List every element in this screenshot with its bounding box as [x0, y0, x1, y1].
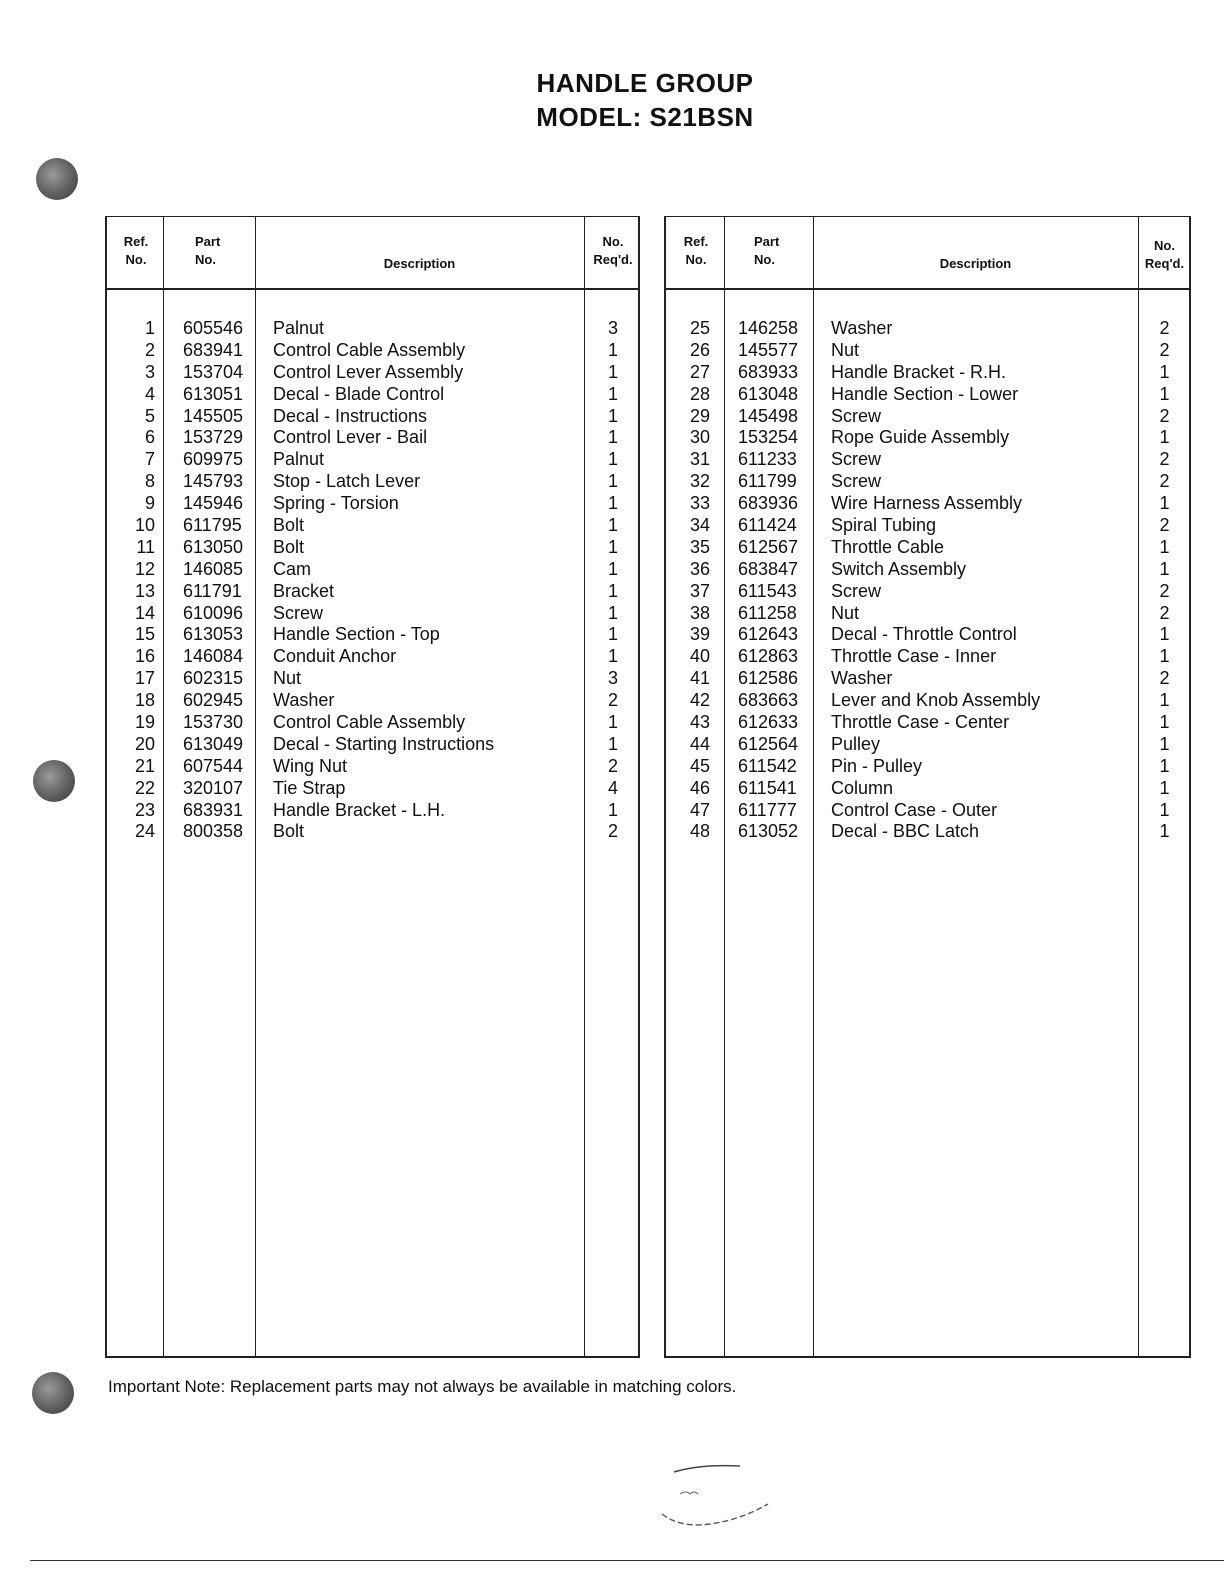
punch-hole-bottom — [32, 1372, 74, 1414]
part-no-cell: 602315 — [183, 668, 244, 689]
part-no-cell: 145505 — [183, 405, 244, 426]
description-cell: Throttle Case - Center — [831, 712, 1010, 733]
table-row — [107, 536, 638, 558]
header-description: Description — [939, 256, 1012, 271]
description-cell: Bolt — [273, 821, 305, 842]
part-no-cell: 153729 — [183, 427, 244, 448]
table-row — [666, 448, 1189, 470]
table-row — [107, 339, 638, 361]
description-cell: Pulley — [831, 733, 881, 754]
description-cell: Palnut — [273, 449, 325, 470]
part-no-cell: 146085 — [183, 558, 244, 579]
part-no-cell: 611543 — [738, 580, 797, 601]
qty-cell: 1 — [607, 493, 618, 514]
ref-no-cell: 44 — [689, 733, 710, 754]
description-cell: Screw — [831, 580, 882, 601]
ref-no-cell: 30 — [689, 427, 710, 448]
header-ref-no: Ref. No. — [123, 234, 149, 267]
part-no-cell: 609975 — [183, 449, 244, 470]
description-cell: Screw — [831, 405, 882, 426]
qty-cell: 1 — [607, 558, 618, 579]
qty-cell: 1 — [607, 712, 618, 733]
table-row — [107, 733, 638, 755]
table-row — [107, 558, 638, 580]
ref-no-cell: 18 — [134, 690, 155, 711]
ref-no-cell: 28 — [689, 383, 710, 404]
ref-no-cell: 2 — [144, 339, 155, 360]
qty-cell: 2 — [607, 755, 618, 776]
qty-cell: 2 — [1159, 515, 1170, 536]
description-cell: Handle Bracket - L.H. — [273, 799, 446, 820]
description-cell: Lever and Knob Assembly — [831, 690, 1041, 711]
table-row — [107, 383, 638, 405]
table-row — [666, 667, 1189, 689]
table-row — [107, 470, 638, 492]
part-no-cell: 611233 — [738, 449, 797, 470]
part-no-cell: 683941 — [183, 339, 244, 360]
description-cell: Control Cable Assembly — [273, 339, 466, 360]
part-no-cell: 683931 — [183, 799, 244, 820]
ref-no-cell: 16 — [134, 646, 155, 667]
qty-cell: 1 — [607, 602, 618, 623]
ref-no-cell: 37 — [689, 580, 710, 601]
description-cell: Conduit Anchor — [273, 646, 397, 667]
ref-no-cell: 42 — [689, 690, 710, 711]
table-row — [107, 711, 638, 733]
part-no-cell: 612564 — [738, 733, 799, 754]
part-no-cell: 611424 — [738, 515, 797, 536]
ref-no-cell: 3 — [144, 361, 155, 382]
punch-hole-middle — [33, 760, 75, 802]
table-row — [107, 580, 638, 602]
qty-cell: 1 — [607, 624, 618, 645]
description-cell: Decal - Blade Control — [273, 383, 445, 404]
ref-no-cell: 36 — [689, 558, 710, 579]
qty-cell: 1 — [1159, 536, 1170, 557]
description-cell: Washer — [831, 318, 893, 338]
ref-no-cell: 15 — [134, 624, 155, 645]
description-cell: Spring - Torsion — [273, 493, 399, 514]
part-no-cell: 610096 — [183, 602, 244, 623]
qty-cell: 1 — [1159, 427, 1170, 448]
part-no-cell: 800358 — [183, 821, 244, 842]
header-description: Description — [383, 256, 456, 271]
part-no-cell: 320107 — [183, 777, 244, 798]
qty-cell: 2 — [1159, 602, 1170, 623]
table-row — [666, 514, 1189, 536]
table-row — [666, 536, 1189, 558]
table-row — [107, 645, 638, 667]
ref-no-cell: 19 — [134, 712, 155, 733]
description-cell: Nut — [831, 602, 860, 623]
parts-table-right — [664, 216, 1191, 1358]
part-no-cell: 607544 — [183, 755, 244, 776]
table-row — [107, 361, 638, 383]
qty-cell: 2 — [1159, 580, 1170, 601]
qty-cell: 1 — [607, 339, 618, 360]
description-cell: Tie Strap — [273, 777, 346, 798]
qty-cell: 2 — [1159, 405, 1170, 426]
qty-cell: 2 — [607, 821, 618, 842]
part-no-cell: 153704 — [183, 361, 244, 382]
part-no-cell: 602945 — [183, 690, 244, 711]
ref-no-cell: 40 — [689, 646, 710, 667]
qty-cell: 1 — [607, 383, 618, 404]
qty-cell: 1 — [607, 361, 618, 382]
qty-cell: 1 — [607, 733, 618, 754]
table-row — [107, 755, 638, 777]
ref-no-cell: 4 — [144, 383, 155, 404]
part-no-cell: 612863 — [738, 646, 799, 667]
ref-no-cell: 46 — [689, 777, 710, 798]
qty-cell: 1 — [1159, 690, 1170, 711]
ref-no-cell: 41 — [689, 668, 710, 689]
table-row — [666, 317, 1189, 339]
ref-no-cell: 47 — [689, 799, 710, 820]
table-row — [107, 667, 638, 689]
part-no-cell: 612567 — [738, 536, 799, 557]
table-row — [107, 689, 638, 711]
ref-no-cell: 25 — [689, 318, 710, 338]
description-cell: Bracket — [273, 580, 335, 601]
part-no-cell: 683936 — [738, 493, 799, 514]
table-row — [107, 448, 638, 470]
qty-cell: 1 — [1159, 712, 1170, 733]
description-cell: Pin - Pulley — [831, 755, 923, 776]
qty-cell: 4 — [607, 777, 618, 798]
table-row — [107, 623, 638, 645]
ref-no-cell: 29 — [689, 405, 710, 426]
qty-cell: 1 — [1159, 777, 1170, 798]
table-row — [666, 689, 1189, 711]
parts-rows-left — [107, 317, 638, 842]
table-row — [666, 645, 1189, 667]
part-no-cell: 153730 — [183, 712, 244, 733]
ref-no-cell: 1 — [144, 318, 155, 338]
ref-no-cell: 21 — [134, 755, 155, 776]
part-no-cell: 145793 — [183, 471, 244, 492]
part-no-cell: 611258 — [738, 602, 797, 623]
qty-cell: 2 — [1159, 471, 1170, 492]
bottom-rule — [30, 1560, 1224, 1561]
page-title-line1: HANDLE GROUP — [536, 68, 754, 98]
table-row — [666, 492, 1189, 514]
parts-table-left — [105, 216, 640, 1358]
description-cell: Control Case - Outer — [831, 799, 998, 820]
table-row — [107, 777, 638, 799]
description-cell: Screw — [273, 602, 324, 623]
description-cell: Control Lever Assembly — [273, 361, 464, 382]
qty-cell: 1 — [1159, 383, 1170, 404]
qty-cell: 1 — [1159, 799, 1170, 820]
ref-no-cell: 48 — [689, 821, 710, 842]
page-title-line2: MODEL: S21BSN — [536, 102, 754, 132]
table-row — [666, 777, 1189, 799]
table-row — [107, 317, 638, 339]
qty-cell: 2 — [1159, 668, 1170, 689]
table-row — [666, 361, 1189, 383]
ref-no-cell: 11 — [136, 536, 155, 557]
part-no-cell: 613050 — [183, 536, 244, 557]
part-no-cell: 611795 — [183, 515, 242, 536]
description-cell: Washer — [831, 668, 893, 689]
ref-no-cell: 33 — [689, 493, 710, 514]
description-cell: Decal - BBC Latch — [831, 821, 980, 842]
part-no-cell: 145577 — [738, 339, 799, 360]
table-row — [107, 405, 638, 427]
table-row — [666, 558, 1189, 580]
table-row — [107, 799, 638, 821]
ref-no-cell: 6 — [144, 427, 155, 448]
description-cell: Decal - Starting Instructions — [273, 733, 495, 754]
table-row — [107, 514, 638, 536]
ref-no-cell: 7 — [144, 449, 155, 470]
header-part-no: Part No. — [754, 234, 780, 267]
description-cell: Wire Harness Assembly — [831, 493, 1023, 514]
description-cell: Nut — [273, 668, 302, 689]
part-no-cell: 683663 — [738, 690, 799, 711]
ref-no-cell: 32 — [689, 471, 710, 492]
qty-cell: 1 — [607, 580, 618, 601]
part-no-cell: 613052 — [738, 821, 799, 842]
part-no-cell: 612643 — [738, 624, 799, 645]
header-qty: No. Req'd. — [593, 234, 633, 267]
description-cell: Spiral Tubing — [831, 515, 937, 536]
qty-cell: 1 — [1159, 733, 1170, 754]
part-no-cell: 613051 — [183, 383, 244, 404]
qty-cell: 1 — [607, 536, 618, 557]
ref-no-cell: 39 — [689, 624, 710, 645]
qty-cell: 1 — [607, 449, 618, 470]
important-note: Important Note: Replacement parts may not always be available in matching colors. — [108, 1377, 737, 1396]
ref-no-cell: 20 — [134, 733, 155, 754]
ref-no-cell: 14 — [134, 602, 155, 623]
table-row — [666, 383, 1189, 405]
part-no-cell: 611541 — [738, 777, 797, 798]
ref-no-cell: 34 — [689, 515, 710, 536]
ref-no-cell: 22 — [134, 777, 155, 798]
table-row — [666, 426, 1189, 448]
table-row — [666, 820, 1189, 842]
qty-cell: 1 — [607, 646, 618, 667]
table-row — [666, 711, 1189, 733]
ref-no-cell: 26 — [689, 339, 710, 360]
header-part-no: Part No. — [195, 234, 221, 267]
part-no-cell: 611799 — [738, 471, 797, 492]
description-cell: Decal - Instructions — [273, 405, 428, 426]
ref-no-cell: 9 — [144, 493, 155, 514]
description-cell: Column — [831, 777, 894, 798]
ref-no-cell: 12 — [134, 558, 155, 579]
table-row — [666, 799, 1189, 821]
qty-cell: 1 — [607, 405, 618, 426]
description-cell: Handle Section - Top — [273, 624, 440, 645]
part-no-cell: 612633 — [738, 712, 799, 733]
part-no-cell: 611542 — [738, 755, 797, 776]
table-row — [107, 492, 638, 514]
qty-cell: 1 — [607, 427, 618, 448]
part-no-cell: 153254 — [738, 427, 799, 448]
description-cell: Cam — [273, 558, 312, 579]
part-no-cell: 145498 — [738, 405, 799, 426]
part-no-cell: 613048 — [738, 383, 799, 404]
table-row — [107, 426, 638, 448]
part-no-cell: 145946 — [183, 493, 244, 514]
qty-cell: 3 — [607, 668, 618, 689]
qty-cell: 1 — [607, 471, 618, 492]
signature-scribble — [640, 1458, 790, 1538]
description-cell: Throttle Case - Inner — [831, 646, 997, 667]
table-row — [666, 733, 1189, 755]
part-no-cell: 146258 — [738, 318, 799, 338]
qty-cell: 2 — [1159, 318, 1170, 338]
table-row — [666, 339, 1189, 361]
qty-cell: 1 — [1159, 755, 1170, 776]
parts-rows-right — [666, 317, 1189, 842]
description-cell: Control Lever - Bail — [273, 427, 428, 448]
table-row — [666, 580, 1189, 602]
description-cell: Palnut — [273, 318, 325, 338]
qty-cell: 1 — [1159, 624, 1170, 645]
description-cell: Throttle Cable — [831, 536, 945, 557]
description-cell: Washer — [273, 690, 335, 711]
part-no-cell: 612586 — [738, 668, 799, 689]
part-no-cell: 611791 — [183, 580, 242, 601]
table-row — [666, 405, 1189, 427]
table-row — [666, 755, 1189, 777]
ref-no-cell: 35 — [689, 536, 710, 557]
description-cell: Handle Bracket - R.H. — [831, 361, 1007, 382]
part-no-cell: 613053 — [183, 624, 244, 645]
qty-cell: 2 — [1159, 339, 1170, 360]
ref-no-cell: 38 — [689, 602, 710, 623]
ref-no-cell: 5 — [144, 405, 155, 426]
description-cell: Screw — [831, 471, 882, 492]
table-row — [107, 820, 638, 842]
description-cell: Handle Section - Lower — [831, 383, 1019, 404]
part-no-cell: 683933 — [738, 361, 799, 382]
ref-no-cell: 27 — [689, 361, 710, 382]
description-cell: Switch Assembly — [831, 558, 967, 579]
ref-no-cell: 43 — [689, 712, 710, 733]
qty-cell: 1 — [1159, 361, 1170, 382]
qty-cell: 1 — [607, 515, 618, 536]
qty-cell: 2 — [607, 690, 618, 711]
description-cell: Rope Guide Assembly — [831, 427, 1010, 448]
description-cell: Bolt — [273, 515, 305, 536]
table-row — [666, 602, 1189, 624]
table-row — [666, 623, 1189, 645]
table-row — [666, 470, 1189, 492]
qty-cell: 3 — [607, 318, 618, 338]
description-cell: Nut — [831, 339, 860, 360]
qty-cell: 2 — [1159, 449, 1170, 470]
ref-no-cell: 10 — [134, 515, 155, 536]
ref-no-cell: 45 — [689, 755, 710, 776]
ref-no-cell: 13 — [134, 580, 155, 601]
part-no-cell: 146084 — [183, 646, 244, 667]
ref-no-cell: 8 — [144, 471, 155, 492]
description-cell: Bolt — [273, 536, 305, 557]
description-cell: Screw — [831, 449, 882, 470]
qty-cell: 1 — [1159, 821, 1170, 842]
part-no-cell: 611777 — [738, 799, 797, 820]
ref-no-cell: 24 — [134, 821, 155, 842]
qty-cell: 1 — [1159, 493, 1170, 514]
description-cell: Stop - Latch Lever — [273, 471, 421, 492]
part-no-cell: 683847 — [738, 558, 799, 579]
description-cell: Decal - Throttle Control — [831, 624, 1017, 645]
description-cell: Control Cable Assembly — [273, 712, 466, 733]
table-row — [107, 602, 638, 624]
header-ref-no: Ref. No. — [683, 234, 709, 267]
qty-cell: 1 — [1159, 646, 1170, 667]
header-qty: No. Req'd. — [1144, 238, 1185, 271]
qty-cell: 1 — [1159, 558, 1170, 579]
part-no-cell: 605546 — [183, 318, 244, 338]
part-no-cell: 613049 — [183, 733, 244, 754]
ref-no-cell: 23 — [134, 799, 155, 820]
punch-hole-top — [36, 158, 78, 200]
ref-no-cell: 31 — [689, 449, 710, 470]
qty-cell: 1 — [607, 799, 618, 820]
ref-no-cell: 17 — [134, 668, 155, 689]
description-cell: Wing Nut — [273, 755, 348, 776]
